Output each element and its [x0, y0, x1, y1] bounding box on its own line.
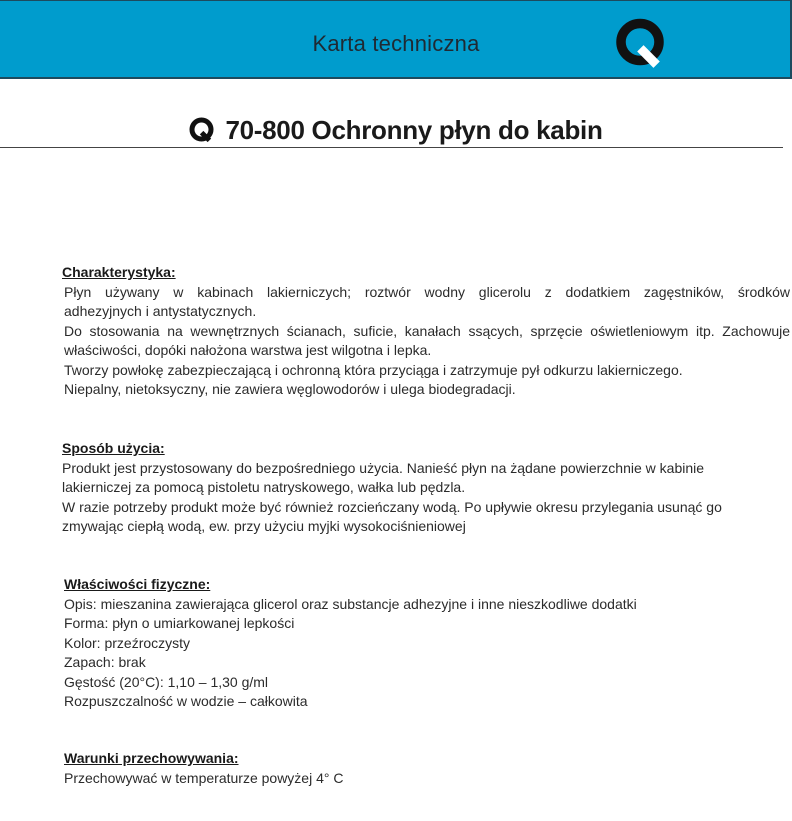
- paragraph-line: adhezyjnych i antystatycznych.: [64, 303, 257, 319]
- section-storage: [64, 749, 792, 788]
- product-title-text: 70-800 Ochronny płyn do kabin: [225, 115, 603, 145]
- section-heading: Warunki przechowywania:: [64, 750, 239, 766]
- product-title-row: [0, 112, 792, 148]
- property-line: Gęstość (20°C): 1,10 – 1,30 g/ml: [64, 673, 269, 690]
- paragraph-line: zmywając ciepłą wodą, ew. przy użyciu myjki wysokociśnieniowej: [62, 518, 466, 534]
- document-type-title: Karta techniczna: [312, 31, 480, 56]
- paragraph-line: Tworzy powłokę zabezpieczającą i ochronną która przyciąga i zatrzymuje pył odkurzu lakierniczego.: [64, 361, 683, 378]
- property-line: Zapach: brak: [64, 654, 146, 670]
- paragraph-line: Niepalny, nietoksyczny, nie zawiera węglowodorów i ulega biodegradacji.: [64, 381, 516, 397]
- title-divider: [0, 147, 783, 148]
- paragraph-line: Do stosowania na wewnętrznych ścianach, suficie, kanałach ssących, sprzęcie oświetleniowym itp. Zachowuje: [64, 322, 790, 339]
- paragraph-line: Produkt jest przystosowany do bezpośredniego użycia. Nanieść płyn na żądane powierzchnie w kabinie: [62, 459, 705, 476]
- property-line: Forma: płyn o umiarkowanej lepkości: [64, 615, 295, 631]
- q-logo-icon: [189, 117, 217, 143]
- section-heading: Właściwości fizyczne:: [64, 576, 211, 592]
- paragraph-line: W razie potrzeby produkt może być również rozcieńczany wodą. Po upływie okresu przylegania usunąć go: [62, 498, 722, 515]
- product-title: [189, 112, 602, 148]
- paragraph-line: Płyn używany w kabinach lakierniczych; roztwór wodny glicerolu z dodatkiem zagęstników, środków: [64, 283, 790, 300]
- q-logo-icon: [614, 17, 674, 69]
- property-line: Przechowywać w temperaturze powyżej 4° C: [64, 769, 344, 786]
- section-heading: Sposób użycia:: [62, 440, 165, 456]
- section-heading: Charakterystyka:: [62, 264, 176, 280]
- paragraph-line: właściwości, dopóki nałożona warstwa jest wilgotna i lepka.: [64, 342, 432, 358]
- section-usage: [62, 439, 790, 537]
- property-line: Rozpuszczalność w wodzie – całkowita: [64, 693, 308, 709]
- property-line: Opis: mieszanina zawierająca glicerol oraz substancje adhezyjne i inne nieszkodliwe dodatki: [64, 595, 637, 612]
- section-characteristics: [62, 263, 790, 400]
- section-physical-properties: [64, 575, 792, 712]
- property-line: Kolor: przeźroczysty: [64, 634, 191, 651]
- paragraph-line: lakierniczej za pomocą pistoletu natryskowego, wałka lub pędzla.: [62, 479, 466, 495]
